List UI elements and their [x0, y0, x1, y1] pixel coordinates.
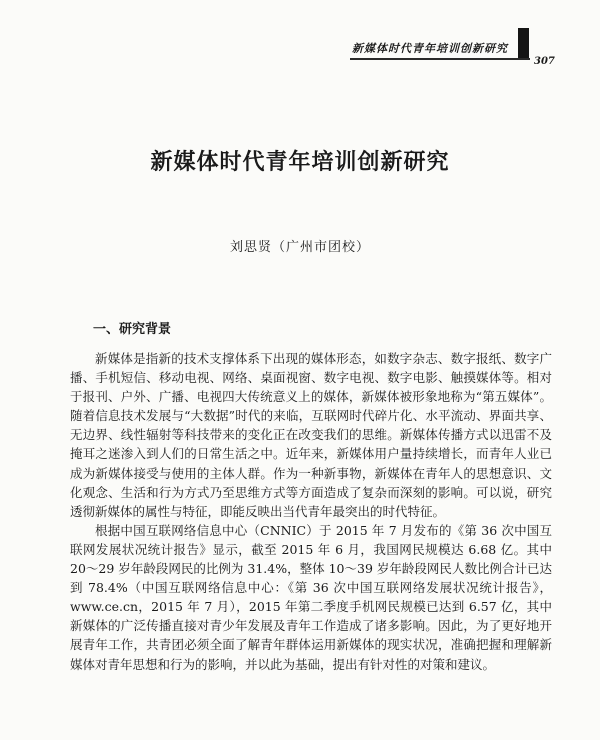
body-text	[70, 349, 552, 674]
header-marker-bar	[518, 28, 529, 60]
article-title: 新媒体时代青年培训创新研究	[150, 149, 450, 175]
author-line: 刘思贤（广州市团校）	[229, 240, 370, 255]
paragraph: 新媒体是指新的技术支撑体系下出现的媒体形态，如数字杂志、数字报纸、数字广播、手机短信、移动电视、网络、桌面视窗、数字电视、数字电影、触摸媒体等。相对于报刊、户外、广播、电视四大传统意义上的媒体，新媒体被形象地称为“第五媒体”。随着信息技术发展与“大数据”时代的来临，互联网时代碎片化、水平流动、界面共享、无边界、线性辐射等科技带来的变化正在改变我们的思维。新媒体传播方式以迅雷不及掩耳之迷渗入到人们的日常生活之中。近年来，新媒体用户量持续增长，而青年人业已成为新媒体接受与使用的主体人群。作为一种新事物，新媒体在青年人的思想意识、文化观念、生活和行为方式乃至思维方式等方面造成了复杂而深刻的影响。可以说，研究透彻新媒体的属性与特征，即能反映出当代青年最突出的时代特征。	[70, 351, 552, 519]
paragraph: 根据中国互联网络信息中心（CNNIC）于 2015 年 7 月发布的《第 36 次中国互联网发展状况统计报告》显示，截至 2015 年 6 月，我国网民规模达 6.68 亿。其中 20～29 岁年龄段网民的比例为 31.4%，整体 10～39 岁年龄段网民人数比例合计已达到 78.4%（中国互联网络信息中心：《第 36 次中国互联网络发展状况统计报告》，www.ce.cn，2015 年 7 月），2015 年第二季度手机网民规模已达到 6.57 亿，其中新媒体的广泛传播直接对青少年发展及青年工作造成了诸多影响。因此，为了更好地开展青年工作，共青团必须全面了解青年群体运用新媒体的现实状况，准确把握和理解新媒体对青年思想和行为的影响，并以此为基础，提出有针对性的对策和建议。	[70, 522, 552, 672]
running-head-title: 新媒体时代青年培训创新研究	[352, 42, 508, 55]
header-rule	[350, 58, 530, 60]
page-number: 307	[534, 56, 555, 67]
section-heading: 一、研究背景	[93, 322, 172, 337]
